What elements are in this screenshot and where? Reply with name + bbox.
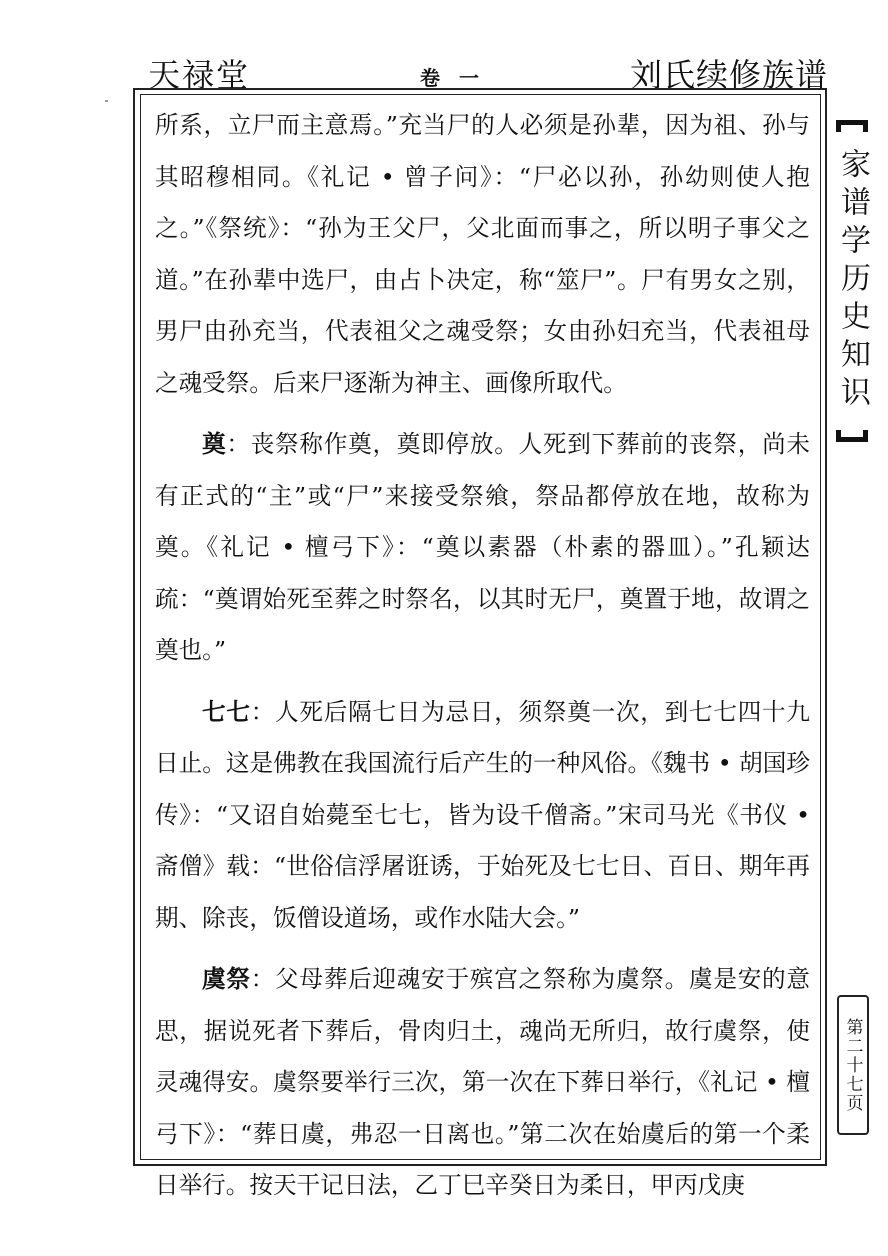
header-book-title: 刘氏续修族谱 xyxy=(630,56,829,94)
term-qiqi: 七七 xyxy=(202,697,251,726)
page-number-label: 第二十七页 xyxy=(842,1017,863,1113)
term-dian: 奠 xyxy=(202,430,227,458)
side-section-label xyxy=(833,120,871,442)
bracket-top-icon xyxy=(836,120,868,132)
header-volume: 卷 一 xyxy=(420,66,485,90)
paragraph-yuji-text: ：父母葬后迎魂安于殡宫之祭称为虞祭。虞是安的意思，据说死者下葬后，骨肉归土，魂尚无所归，故行虞祭，使灵魂得安。虞祭要举行三次，第一次在下葬日举行，《礼记 • 檀弓下》：“葬日虞，弗忍一日离也。”第二次在始虞后的第一个柔日举行。按天干记日法，乙丁巳辛癸日为柔日，甲丙戊庚 xyxy=(155,965,811,1199)
header-hall-name: 天禄堂 xyxy=(148,56,251,94)
paragraph-qiqi xyxy=(155,687,810,945)
paragraph-dian xyxy=(155,419,810,677)
paragraph-yuji xyxy=(155,954,810,1212)
body-text xyxy=(155,100,810,1212)
paragraph-dian-text: ：丧祭称作奠，奠即停放。人死到下葬前的丧祭，尚未有正式的“主”或“尸”来接受祭飨，祭品都停放在地，故称为奠。《礼记 • 檀弓下》：“奠以素器（朴素的器皿）。”孔颖达疏：“奠谓始死至葬之时祭名，以其时无尸，奠置于地，故谓之奠也。” xyxy=(155,430,811,664)
paragraph-qiqi-text: ：人死后隔七日为忌日，须祭奠一次，到七七四十九日止。这是佛教在我国流行后产生的一种风俗。《魏书 • 胡国珍传》：“又诏自始薨至七七，皆为设千僧斋。”宋司马光《书仪 • 斋僧》载：“世俗信浮屠诳诱，于始死及七七日、百日、期年再期、除丧，饭僧设道场，或作水陆大会。” xyxy=(155,697,811,932)
side-label-text: 家谱学历史知识 xyxy=(835,148,870,414)
bracket-bottom-icon xyxy=(836,430,868,442)
margin-mark xyxy=(105,100,108,102)
paragraph-shi: 所系，立尸而主意焉。”充当尸的人必须是孙辈，因为祖、孙与其昭穆相同。《礼记 • 曾子问》：“尸必以孙，孙幼则使人抱之。”《祭统》：“孙为王父尸，父北面而事之，所以明子事父之道。”在孙辈中选尸，由占卜决定，称“筮尸”。尸有男女之别，男尸由孙充当，代表祖父之魂受祭；女由孙妇充当，代表祖母之魂受祭。后来尸逐渐为神主、画像所取代。 xyxy=(155,111,810,397)
page-number-tab xyxy=(837,995,869,1135)
term-yuji: 虞祭 xyxy=(202,965,251,993)
